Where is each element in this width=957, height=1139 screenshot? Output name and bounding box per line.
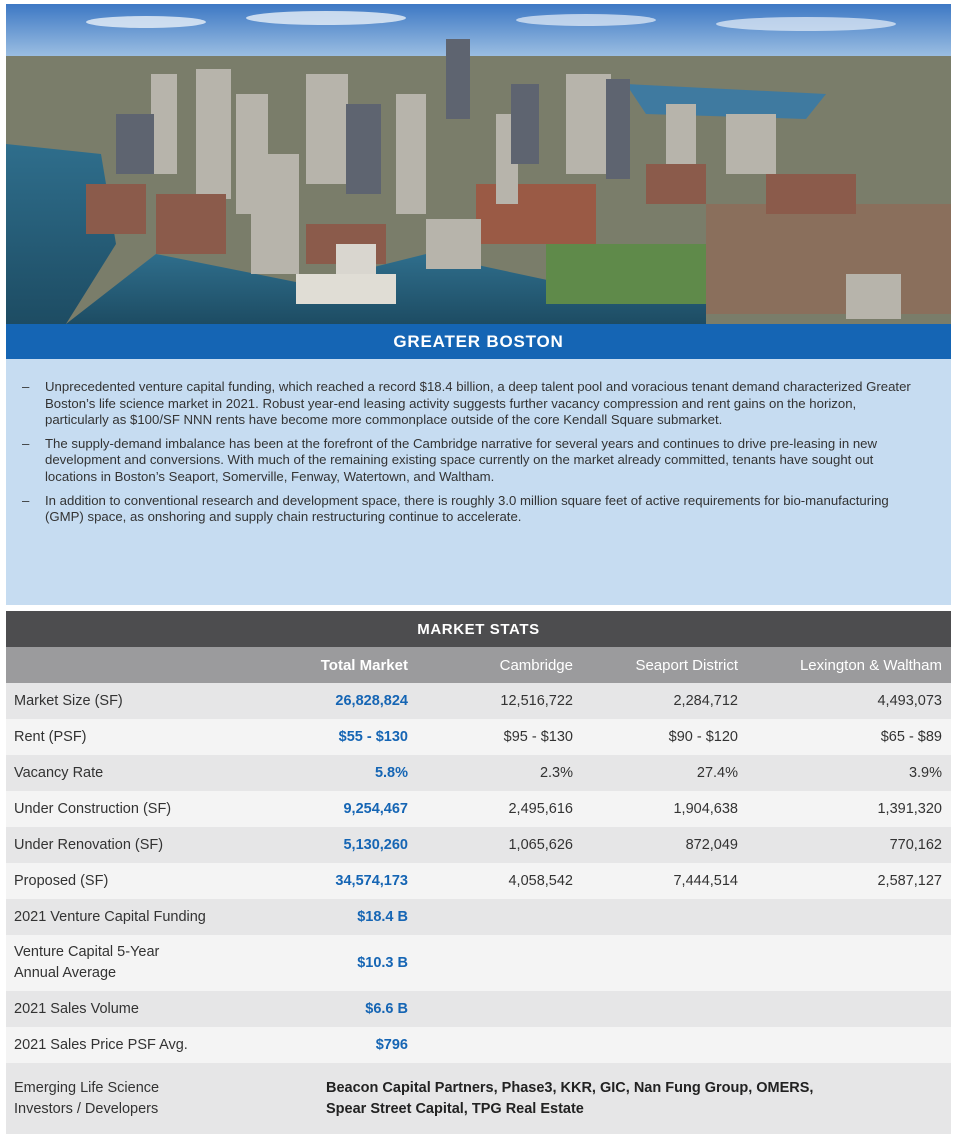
lexington-waltham-value: 3.9%: [908, 765, 942, 781]
cambridge-value: 12,516,722: [500, 693, 573, 709]
row-label: 2021 Venture Capital Funding: [14, 908, 206, 925]
table-row: [6, 899, 951, 935]
header-cell-total-market: Total Market: [320, 656, 408, 674]
cambridge-value: 1,065,626: [508, 837, 573, 853]
seaport-district-value: 2,284,712: [673, 693, 738, 709]
total-market-value: 26,828,824: [335, 693, 408, 709]
seaport-district-value: $90 - $120: [668, 729, 738, 745]
bullet-dash: –: [22, 492, 30, 508]
market-stats-title: [6, 611, 951, 647]
total-market-value: 5,130,260: [343, 837, 408, 853]
region-title-banner: [6, 324, 951, 359]
market-stats-title-text: MARKET STATS: [417, 620, 540, 638]
table-row: [6, 935, 951, 991]
lexington-waltham-value: $65 - $89: [880, 729, 942, 745]
row-label: Vacancy Rate: [14, 764, 104, 781]
table-row: [6, 991, 951, 1027]
row-label: Rent (PSF): [14, 728, 87, 745]
table-header-row: [6, 647, 951, 683]
total-market-value: $10.3 B: [357, 955, 408, 971]
row-label: Market Size (SF): [14, 692, 123, 709]
bullet-text: In addition to conventional research and development space, there is roughly 3.0 million square feet of active requirements for bio-manufacturing (GMP) space, as onshoring and supply chain restructuring continue to accelerate.: [45, 492, 889, 525]
bullet-dash: –: [22, 435, 30, 451]
summary-bullet: [22, 436, 915, 486]
total-market-value: $6.6 B: [365, 1001, 408, 1017]
row-label: 2021 Sales Price PSF Avg.: [14, 1036, 188, 1053]
boston-skyline-aerial-photo-icon: [6, 4, 951, 324]
row-label: Venture Capital 5-Year Annual Average: [14, 944, 160, 981]
header-cell-lexington-waltham: Lexington & Waltham: [799, 656, 942, 674]
total-market-value: 5.8%: [374, 765, 408, 781]
market-summary-panel: [6, 359, 951, 605]
cambridge-value: 4,058,542: [508, 873, 573, 889]
table-row: [6, 1027, 951, 1063]
cambridge-value: 2,495,616: [508, 801, 573, 817]
cambridge-value: $95 - $130: [503, 729, 573, 745]
summary-bullet: [22, 493, 915, 526]
lexington-waltham-value: 770,162: [889, 837, 942, 853]
seaport-district-value: 27.4%: [696, 765, 738, 781]
investors-value: Beacon Capital Partners, Phase3, KKR, GIC, Nan Fung Group, OMERS, Spear Street Capital, TPG Real Estate: [326, 1079, 814, 1117]
header-cell-cambridge: Cambridge: [499, 656, 573, 674]
region-title: GREATER BOSTON: [393, 331, 564, 351]
lexington-waltham-value: 4,493,073: [877, 693, 942, 709]
lexington-waltham-value: 1,391,320: [877, 801, 942, 817]
investors-label: Emerging Life Science Investors / Developers: [14, 1079, 160, 1117]
table-row: [6, 719, 951, 755]
bullet-text: Unprecedented venture capital funding, which reached a record $18.4 billion, a deep talent pool and voracious tenant demand characterized Greater Boston’s life science market in 2021. Robust year-end leasing activity suggests further vacancy compression and rent gains on the horizon, particularly as $100/SF NNN rents have become more commonplace outside of the core Kendall Square submarket.: [45, 379, 911, 428]
table-row: [6, 683, 951, 719]
row-label: Under Renovation (SF): [14, 836, 164, 853]
lexington-waltham-value: 2,587,127: [877, 873, 942, 889]
summary-bullet: [22, 379, 915, 429]
total-market-value: $796: [375, 1037, 408, 1053]
table-row: [6, 863, 951, 899]
summary-bullets: [22, 379, 915, 526]
table-row: [6, 827, 951, 863]
row-label: 2021 Sales Volume: [14, 1000, 139, 1017]
total-market-value: $55 - $130: [338, 729, 408, 745]
header-cell-seaport-district: Seaport District: [635, 656, 738, 674]
total-market-value: 9,254,467: [343, 801, 408, 817]
cambridge-value: 2.3%: [539, 765, 573, 781]
bullet-text: The supply-demand imbalance has been at the forefront of the Cambridge narrative for several years and continues to drive pre-leasing in new development and conversions. With much of the remaining existing space currently on the market already committed, tenants have sought out locations in Boston’s Seaport, Somerville, Fenway, Watertown, and Waltham.: [45, 435, 878, 484]
row-label: Under Construction (SF): [14, 800, 172, 817]
table-row-investors: [6, 1063, 951, 1134]
table-body: [6, 683, 951, 1063]
total-market-value: 34,574,173: [335, 873, 408, 889]
seaport-district-value: 1,904,638: [673, 801, 738, 817]
seaport-district-value: 872,049: [685, 837, 738, 853]
bullet-dash: –: [22, 379, 30, 394]
hero-photo: [6, 4, 951, 324]
table-row: [6, 755, 951, 791]
row-label: Proposed (SF): [14, 872, 109, 889]
total-market-value: $18.4 B: [357, 909, 408, 925]
market-stats-table: [6, 611, 951, 1134]
table-row: [6, 791, 951, 827]
seaport-district-value: 7,444,514: [673, 873, 738, 889]
